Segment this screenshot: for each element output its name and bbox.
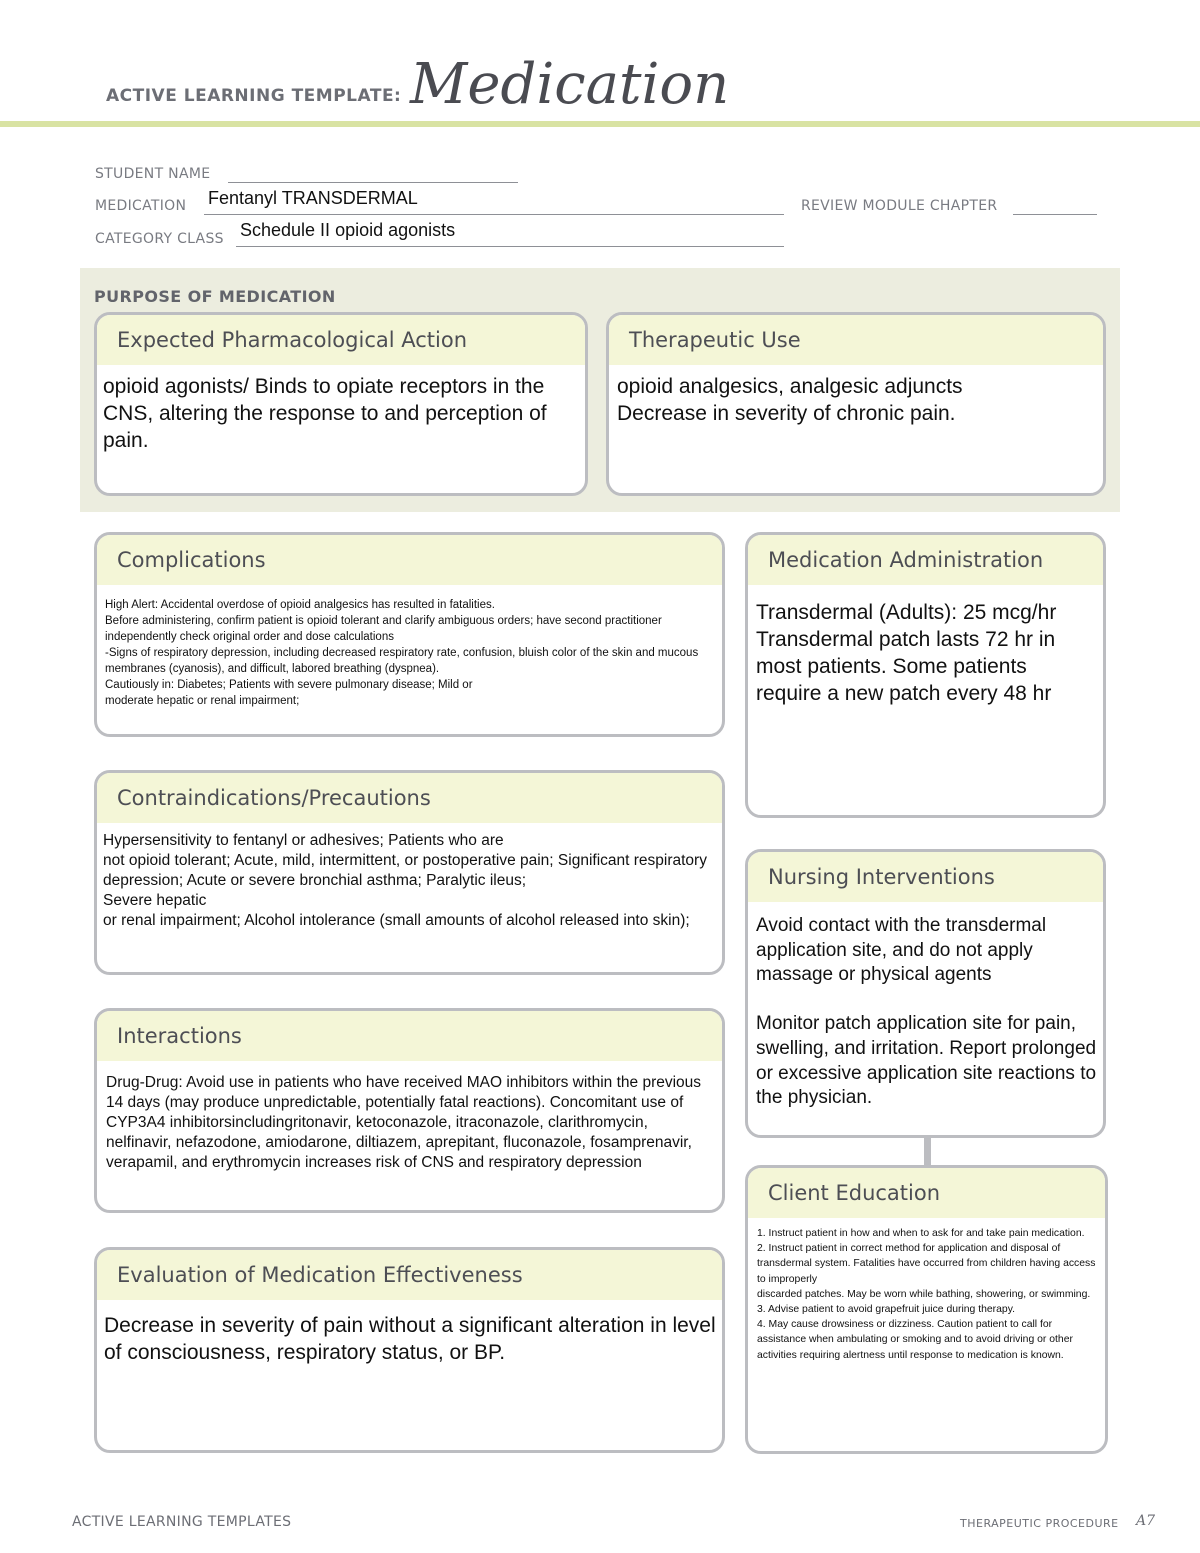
template-label: ACTIVE LEARNING TEMPLATE:: [106, 86, 402, 106]
expected-action-title: Expected Pharmacological Action: [97, 315, 585, 365]
nursing-interventions-body[interactable]: Avoid contact with the transdermal application site, and do not apply massage or physical agents Monitor patch application site for pain, swelling, and irritation. Report prolonged or excessive application site reactions to the physician.: [756, 915, 1097, 1109]
contraindications-title: Contraindications/Precautions: [97, 773, 722, 823]
nursing-interventions-card: [745, 849, 1106, 1138]
contraindications-body[interactable]: Hypersensitivity to fentanyl or adhesives; Patients who are not opioid tolerant; Acute, mild, intermittent, or postoperative pain; Significant respiratory depression; Acute or severe bronchial asthma; Paralytic ileus; Severe hepatic or renal impairment; Alcohol intolerance (small amounts of alcohol released into skin);: [103, 832, 707, 929]
review-module-line: [1013, 214, 1097, 215]
category-class-field[interactable]: Schedule II opioid agonists: [240, 220, 456, 240]
header-divider: [0, 121, 1200, 127]
client-education-title: Client Education: [748, 1168, 1105, 1218]
card-connector: [924, 1135, 931, 1167]
page-number: A7: [1136, 1513, 1156, 1529]
category-class-line: [236, 246, 784, 247]
client-education-body[interactable]: 1. Instruct patient in how and when to ask for and take pain medication. 2. Instruct patient in correct method for application and disposal of transdermal system. Fatalities have occurred from children having access to improperly discarded patches. May be worn while bathing, showering, or swimming. 3. Advise patient to avoid grapefruit juice during therapy. 4. May cause drowsiness or dizziness. Caution patient to call for assistance when ambulating or smoking and to avoid driving or other activities requiring alertness until response to medication is known.: [757, 1228, 1096, 1361]
expected-action-card: [94, 312, 588, 496]
medication-administration-title: Medication Administration: [748, 535, 1103, 585]
interactions-body[interactable]: Drug-Drug: Avoid use in patients who have received MAO inhibitors within the previous 14 days (may produce unpredictable, potentially fatal reactions). Concomitant use of CYP3A4 inhibitorsincludingritonavir, ketoconazole, itraconazole, clarithromycin, nelfinavir, nefazodone, amiodarone, diltiazem, aprepitant, fluconazole, fosamprenavir, verapamil, and erythromycin increases risk of CNS and respiratory depression: [106, 1074, 702, 1171]
contraindications-card: [94, 770, 725, 975]
evaluation-body[interactable]: Decrease in severity of pain without a significant alteration in level of consciousness, respiratory status, or BP.: [104, 1314, 716, 1364]
complications-title: Complications: [97, 535, 722, 585]
client-education-card: [745, 1165, 1108, 1454]
medication-administration-body[interactable]: Transdermal (Adults): 25 mcg/hr Transdermal patch lasts 72 hr in most patients. Some patients require a new patch every 48 hr: [756, 601, 1057, 705]
footer-left: ACTIVE LEARNING TEMPLATES: [72, 1514, 292, 1530]
category-class-label: CATEGORY CLASS: [95, 231, 224, 247]
footer-right: THERAPEUTIC PROCEDURE: [960, 1517, 1119, 1530]
interactions-card: [94, 1008, 725, 1213]
student-name-line: [228, 182, 518, 183]
medication-administration-card: [745, 532, 1106, 818]
evaluation-title: Evaluation of Medication Effectiveness: [97, 1250, 722, 1300]
complications-body[interactable]: High Alert: Accidental overdose of opioid analgesics has resulted in fatalities. Before administering, confirm patient is opioid tolerant and clarify ambiguous orders; have second practitioner independently check original order and dose calculations -Signs of respiratory depression, including decreased respiratory rate, confusion, bluish color of the skin and mucous membranes (cyanosis), and difficult, labored breathing (dyspnea). Cautiously in: Diabetes; Patients with severe pulmonary disease; Mild or moderate hepatic or renal impairment;: [105, 599, 699, 707]
interactions-title: Interactions: [97, 1011, 722, 1061]
purpose-title: PURPOSE OF MEDICATION: [94, 287, 336, 306]
medication-line: [204, 214, 784, 215]
therapeutic-use-title: Therapeutic Use: [609, 315, 1103, 365]
student-name-label: STUDENT NAME: [95, 166, 211, 182]
medication-field[interactable]: Fentanyl TRANSDERMAL: [208, 188, 418, 208]
evaluation-card: [94, 1247, 725, 1453]
page-title: Medication: [410, 52, 730, 117]
therapeutic-use-card: [606, 312, 1106, 496]
review-module-label: REVIEW MODULE CHAPTER: [801, 198, 998, 214]
therapeutic-use-body[interactable]: opioid analgesics, analgesic adjuncts Decrease in severity of chronic pain.: [617, 375, 963, 425]
medication-label: MEDICATION: [95, 198, 187, 214]
expected-action-body[interactable]: opioid agonists/ Binds to opiate receptors in the CNS, altering the response to and perception of pain.: [103, 375, 547, 452]
complications-card: [94, 532, 725, 737]
nursing-interventions-title: Nursing Interventions: [748, 852, 1103, 902]
